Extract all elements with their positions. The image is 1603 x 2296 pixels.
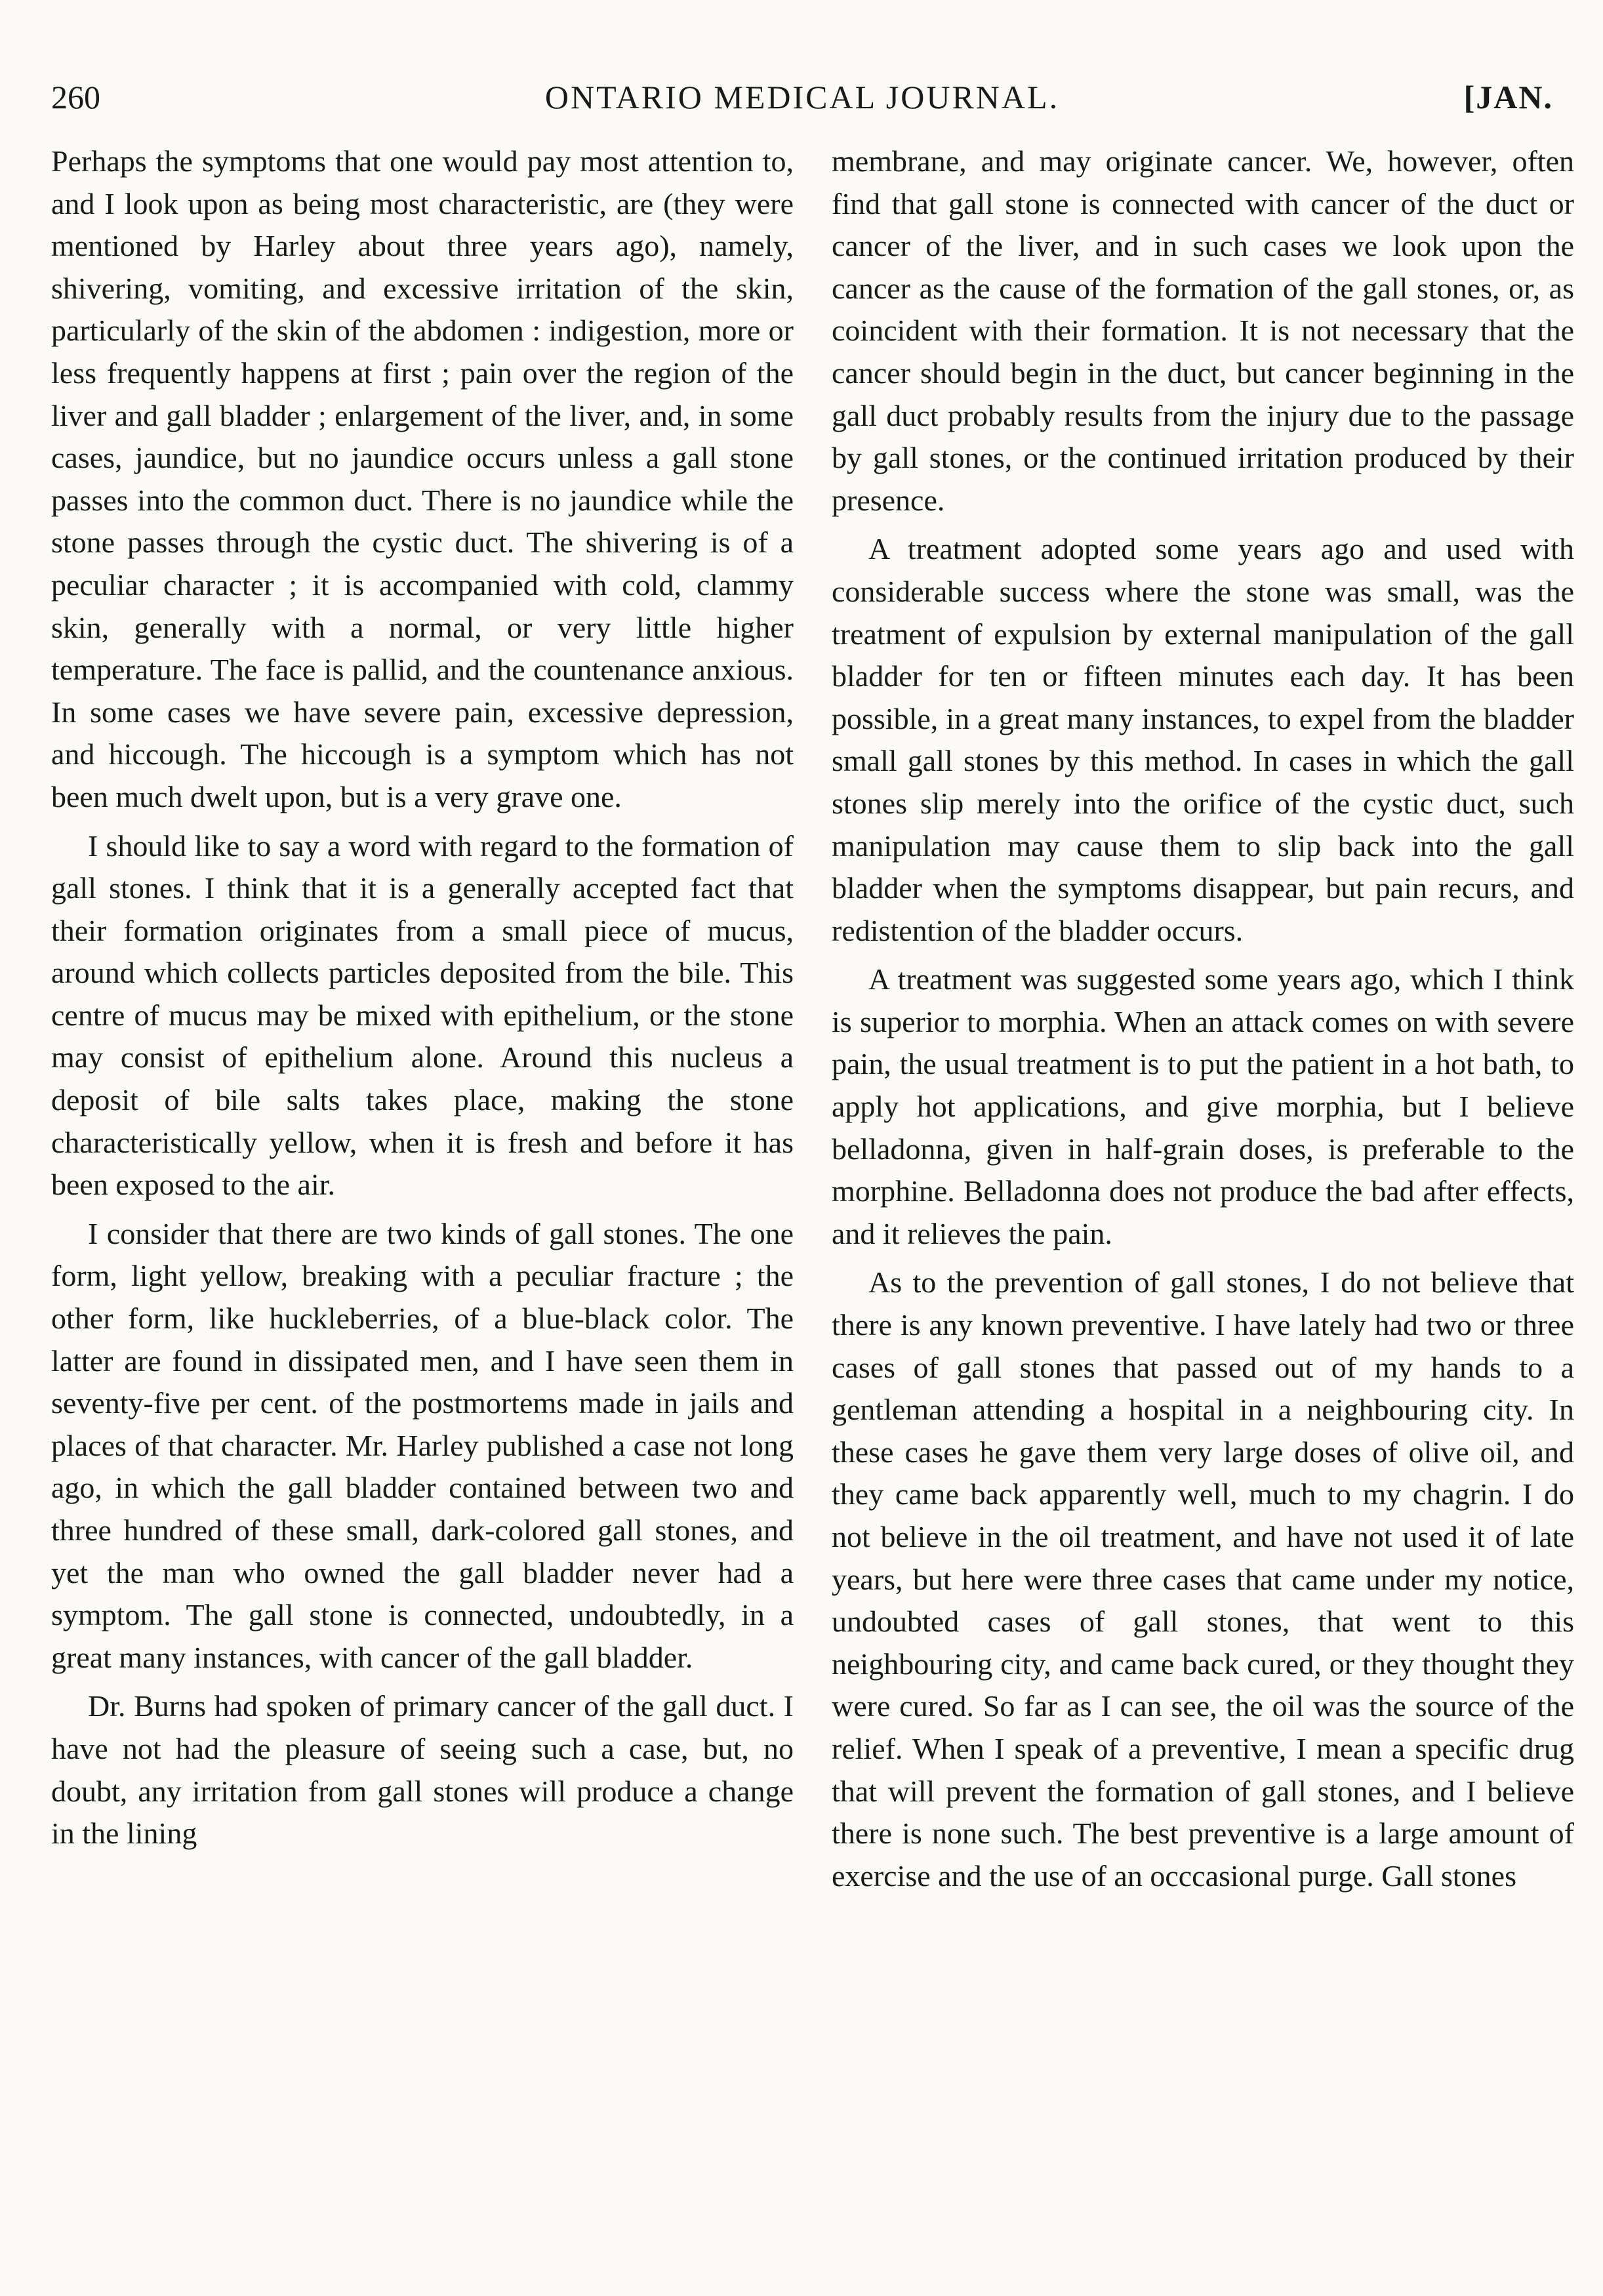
paragraph: A treatment was suggested some years ago, which I think is superior to morphia. When an attack comes on with severe pain, the usual treatment is to put the patient in a hot bath, to apply hot applications, and give morphia, but I believe belladonna, given in half-grain doses, is preferable to the morphine. Belladonna does not produce the bad after effects, and it relieves the pain. (832, 962, 1574, 1250)
paragraph: membrane, and may originate cancer. We, however, often find that gall stone is connected with cancer of the duct or cancer of the liver, and in such cases we look upon the cancer as the cause of the formation of the gall stones, or, as coincident with their formation. It is not necessary that the cancer should begin in the duct, but cancer beginning in the gall duct probably results from the injury due to the passage by gall stones, or the continued irritation produced by their presence. (832, 144, 1574, 517)
right-column (832, 140, 1574, 2240)
issue-month: [JAN. (1463, 79, 1553, 115)
paragraph: I should like to say a word with regard to the formation of gall stones. I think that it is a generally accepted fact that their formation originates from a small piece of mucus, around which collects particles deposited from the bile. This centre of mucus may be mixed with epithelium, or the stone may consist of epithelium alone. Around this nucleus a deposit of bile salts takes place, making the stone characteristically yellow, when it is fresh and before it has been exposed to the air. (51, 829, 794, 1202)
paragraph: As to the prevention of gall stones, I do not believe that there is any known preventive. I have lately had two or three cases of gall stones that passed out of my hands to a gentleman attending a hospital in a neighbouring city. In these cases he gave them very large doses of olive oil, and they came back apparently well, much to my chagrin. I do not believe in the oil treatment, and have not used it of late years, but here were three cases that came under my notice, undoubted cases of gall stones, that went to this neighbouring city, and came back cured, or they thought they were cured. So far as I can see, the oil was the source of the relief. When I speak of a preventive, I mean a specific drug that will prevent the formation of gall stones, and I believe there is none such. The best preventive is a large amount of exercise and the use of an occcasional purge. Gall stones (832, 1265, 1574, 1893)
running-header (51, 71, 1553, 123)
left-column (51, 140, 794, 2240)
page-number: 260 (51, 79, 100, 115)
paragraph: Perhaps the symptoms that one would pay most attention to, and I look upon as being most characteristic, are (they were mentioned by Harley about three years ago), namely, shivering, vomiting, and excessive irritation of the skin, particularly of the skin of the abdomen : indigestion, more or less frequently happens at first ; pain over the region of the liver and gall bladder ; enlargement of the liver, and, in some cases, jaundice, but no jaundice occurs unless a gall stone passes into the common duct. There is no jaundice while the stone passes through the cystic duct. The shivering is of a peculiar character ; it is accompanied with cold, clammy skin, generally with a normal, or very little higher temperature. The face is pallid, and the countenance anxious. In some cases we have severe pain, excessive depression, and hiccough. The hiccough is a symptom which has not been much dwelt upon, but is a very grave one. (51, 144, 794, 813)
paragraph: A treatment adopted some years ago and used with considerable success where the stone was small, was the treatment of expulsion by external manipulation of the gall bladder for ten or fifteen minutes each day. It has been possible, in a great many instances, to expel from the bladder small gall stones by this method. In cases in which the gall stones slip merely into the orifice of the cystic duct, such manipulation may cause them to slip back into the gall bladder when the symptoms disappear, but pain recurs, and redistention of the bladder occurs. (832, 532, 1574, 947)
paragraph: Dr. Burns had spoken of primary cancer of the gall duct. I have not had the pleasure of seeing such a case, but, no doubt, any irritation from gall stones will produce a change in the lining (51, 1689, 794, 1851)
journal-title: ONTARIO MEDICAL JOURNAL. (544, 79, 1060, 115)
paragraph: I consider that there are two kinds of gall stones. The one form, light yellow, breaking with a peculiar fracture ; the other form, like huckleberries, of a blue-black color. The latter are found in dissipated men, and I have seen them in seventy-five per cent. of the postmortems made in jails and places of that character. Mr. Harley published a case not long ago, in which the gall bladder contained between two and three hundred of these small, dark-colored gall stones, and yet the man who owned the gall bladder never had a symptom. The gall stone is connected, undoubtedly, in a great many instances, with cancer of the gall bladder. (51, 1216, 794, 1674)
